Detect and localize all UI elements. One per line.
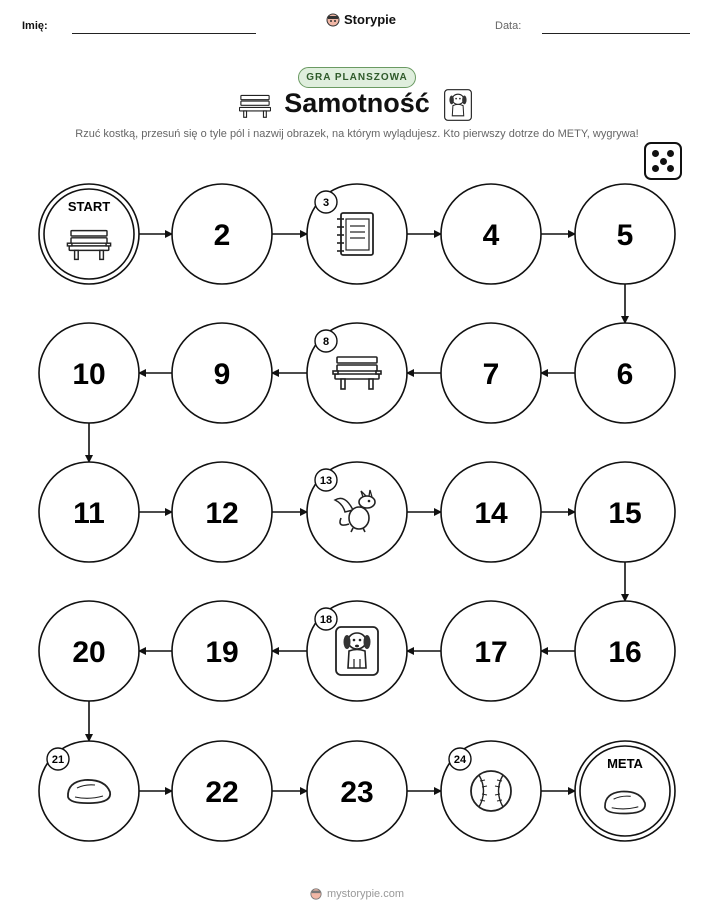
cell-number: 11 [73,497,105,530]
brand-name: Storypie [344,12,397,27]
cell-number: 2 [213,219,231,252]
board-cell[interactable] [172,184,272,284]
cell-number: 21 [51,754,65,766]
cell-number: 12 [205,497,239,530]
finish-cell[interactable] [575,741,675,841]
board-cell[interactable] [575,601,675,701]
board-cell[interactable] [441,741,541,841]
cell-number: 5 [616,219,634,252]
footer [0,888,714,900]
start-label: START [67,199,111,214]
cell-number: 19 [205,636,239,669]
cell-number: 9 [213,358,231,391]
board-cell[interactable] [575,323,675,423]
baseball-icon [471,771,511,811]
cell-number: 18 [319,614,333,626]
board-cell[interactable] [307,601,407,701]
cell-number: 15 [608,497,642,530]
instructions: Rzuć kostką, przesuń się o tyle pól i nazwij obrazek, na którym wylądujesz. Kto pierwszy dotrze do METY, wygrywa! [75,128,639,140]
board-cell[interactable] [39,323,139,423]
cell-number: 8 [322,336,330,348]
board-cell[interactable] [441,184,541,284]
cell-number: 10 [72,358,106,391]
board-cell[interactable] [172,323,272,423]
board-cell[interactable] [39,741,139,841]
cell-number: 6 [616,358,634,391]
board-cell[interactable] [307,184,407,284]
board-cell[interactable] [575,462,675,562]
footer-url[interactable]: mystorypie.com [326,888,405,900]
board-cell[interactable] [39,462,139,562]
board-cell[interactable] [307,323,407,423]
cell-number: 20 [72,636,106,669]
game-type-badge: GRA PLANSZOWA [298,67,416,88]
cell-number: 4 [482,219,500,252]
board-cell[interactable] [575,184,675,284]
cell-number: 13 [319,475,333,487]
cell-number: 7 [482,358,500,391]
start-cell[interactable] [39,184,139,284]
board-cell[interactable] [307,741,407,841]
stone-icon [605,791,645,813]
cell-number: 14 [474,497,508,530]
cell-number: 3 [322,197,330,209]
board-cell[interactable] [172,601,272,701]
date-label: Data: [495,20,522,32]
board-cell[interactable] [441,462,541,562]
board-cell[interactable] [39,601,139,701]
cell-number: 17 [474,636,508,669]
cell-number: 23 [340,776,374,809]
cell-number: 24 [453,754,467,766]
name-label: Imię: [22,20,48,32]
board-cell[interactable] [441,323,541,423]
board-cell[interactable] [307,462,407,562]
board-cell[interactable] [172,741,272,841]
stone-icon [68,780,110,803]
mascot-icon [310,888,322,900]
board-cell[interactable] [441,601,541,701]
finish-label: META [607,756,643,771]
notebook-icon [337,213,373,255]
cell-number: 16 [608,636,642,669]
board-cell[interactable] [172,462,272,562]
page-title: Samotność [284,88,430,118]
cell-number: 22 [205,776,239,809]
dog-icon [336,627,378,675]
